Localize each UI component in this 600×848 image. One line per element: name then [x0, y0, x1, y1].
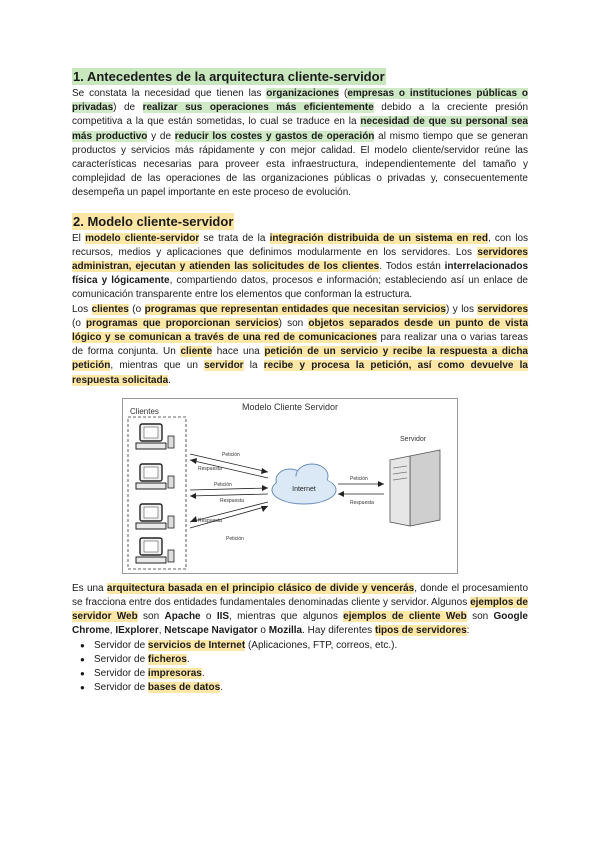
text-run: .: [220, 681, 223, 693]
highlighted-text: ejemplos de servidor Web: [72, 597, 528, 623]
text-run: Se constata la necesidad que tienen las: [72, 88, 267, 99]
text-run: Servidor de: [94, 681, 148, 693]
text-run: Es una: [72, 582, 107, 594]
client-server-diagram: [72, 398, 528, 576]
list-item: [94, 639, 528, 653]
text-run: , mientras que un: [110, 360, 205, 372]
section2-paragraph-3: [72, 582, 528, 639]
arrow-label: Petición: [214, 481, 232, 488]
text-run: son: [137, 611, 165, 623]
document-content: [72, 68, 528, 695]
list-item: [94, 653, 528, 667]
highlighted-text: ficheros: [147, 653, 187, 665]
text-run: la: [243, 360, 264, 372]
text-run: y de: [147, 130, 175, 142]
section1-paragraph: [72, 87, 528, 201]
arrow-label: Petición: [350, 475, 368, 482]
highlighted-text: servidor: [204, 360, 244, 372]
highlighted-text: cliente: [180, 346, 213, 358]
text-run: (o: [72, 317, 87, 329]
highlighted-text: realizar sus operaciones más eficientemente: [142, 102, 374, 114]
highlighted-text: programas que representan entidades que necesitan servicios: [144, 303, 446, 315]
list-item: [94, 681, 528, 695]
text-run: para realizar una o varias tareas de forma conjunta. Un: [72, 332, 528, 358]
highlighted-text: servicios de Internet: [147, 639, 246, 651]
highlighted-text: petición de un servicio y recibe la respuesta a dicha petición: [72, 346, 528, 372]
text-run: (o: [128, 303, 145, 315]
text-run: (: [339, 88, 348, 99]
section2-paragraph-2: [72, 303, 528, 388]
arrow-label: Respuesta: [220, 497, 244, 504]
text-run: (Aplicaciones, FTP, correos, etc.).: [245, 639, 398, 651]
text-run: ) son: [278, 317, 309, 329]
highlighted-text: servidores: [477, 246, 528, 258]
bold-text: Netscape Navigator: [164, 625, 258, 637]
text-run: Servidor de: [94, 653, 148, 665]
text-run: , compartiendo datos, procesos e información; estableciendo así un enlace de comunicación transparente entre los elementos que conforman la estructura.: [72, 275, 528, 301]
text-run: :: [466, 625, 470, 637]
highlighted-text: modelo cliente-servidor: [85, 232, 200, 244]
text-run: . Todos están: [379, 261, 445, 273]
clients-label: Clientes: [130, 406, 159, 416]
highlighted-text: clientes: [91, 303, 129, 315]
text-run: son: [466, 611, 494, 623]
highlighted-text: recibe y procesa la petición, así como devuelve la respuesta solicitada: [72, 360, 528, 386]
highlighted-text: programas que proporcionan servicios: [86, 317, 279, 329]
text-run: al mismo tiempo que se generan productos y servicios más rápidamente y con mejor calidad. El modelo cliente/servidor reúne las características necesarias para proveer esta infraestructura, independientemente del tamaño y complejidad de las operaciones de las organizaciones públicas o privadas y, consecuentemente desempeña un papel importante en este proceso de evolución.: [72, 130, 528, 199]
server-label: Servidor: [400, 435, 427, 443]
text-run: Los: [72, 303, 92, 315]
text-run: . Hay diferentes: [302, 625, 375, 637]
text-run: , con los recursos, medios y aplicaciones que definimos modularmente en los servidores. Los: [72, 232, 529, 258]
section2-paragraph-1: [72, 232, 528, 303]
highlighted-text: servidores: [477, 303, 529, 315]
internet-label: Internet: [292, 485, 316, 493]
highlighted-text: ejemplos de cliente Web: [343, 611, 467, 623]
highlighted-text: bases de datos: [147, 681, 221, 693]
arrow-label: Petición: [226, 535, 244, 542]
text-run: .: [186, 653, 190, 665]
arrow-label: Petición: [222, 451, 240, 458]
list-item: [94, 667, 528, 681]
text-run: ) y los: [445, 303, 478, 315]
highlighted-text: reducir los costes y gastos de operación: [174, 130, 375, 142]
arrow-label: Respuesta: [350, 499, 374, 506]
text-run: debido a la creciente presión competitiva a la que están sometidas, lo cual se traduce en la: [72, 102, 529, 128]
text-run: .: [168, 374, 171, 386]
diagram-title: Modelo Cliente Servidor: [241, 401, 339, 412]
text-run: ,: [109, 625, 116, 637]
bold-text: Google Chrome: [72, 611, 528, 637]
bold-text: Apache: [164, 611, 201, 623]
highlighted-text: impresoras: [147, 667, 202, 679]
text-run: o: [257, 625, 269, 637]
highlighted-text: tipos de servidores: [374, 625, 467, 637]
text-run: .: [201, 667, 205, 679]
arrow-label: Respuesta: [198, 465, 222, 472]
highlighted-text: integración distribuida de un sistema en red: [269, 232, 488, 244]
text-run: ) de: [113, 102, 143, 114]
text-run: o: [200, 611, 217, 623]
text-run: hace una: [212, 346, 265, 358]
section1-heading: 1. Antecedentes de la arquitectura cliente-servidor: [73, 69, 385, 84]
text-run: El: [72, 232, 86, 244]
bold-text: IExplorer: [115, 625, 159, 637]
highlighted-text: organizaciones: [266, 88, 340, 99]
section2-heading: 2. Modelo cliente-servidor: [73, 213, 234, 229]
text-run: , donde el procesamiento se fracciona entre dos entidades fundamentales denominadas cliente y servidor. Algunos: [72, 582, 529, 609]
bold-text: IIS: [216, 611, 230, 623]
text-run: Servidor de: [94, 667, 148, 679]
highlighted-text: administran, ejecutan y atienden las solicitudes de los clientes: [72, 261, 380, 273]
text-run: , mientras que algunos: [229, 611, 344, 623]
highlighted-text: objetos separados desde un punto de vista lógico y se comunican a través de una red de comunicaciones: [72, 317, 529, 344]
arrow-label: Respuesta: [198, 517, 222, 524]
bold-text: interrelacionados física y lógicamente: [72, 261, 528, 287]
highlighted-text: necesidad de que su personal sea más productivo: [72, 116, 528, 142]
text-run: Servidor de: [94, 639, 148, 651]
bold-text: Mozilla: [268, 625, 303, 637]
server-icon: [390, 450, 440, 526]
highlighted-text: empresas o instituciones públicas o privadas: [72, 88, 528, 114]
text-run: ,: [158, 625, 165, 637]
diagram-svg: [122, 398, 458, 574]
highlighted-text: arquitectura basada en el principio clásico de divide y vencerás: [106, 582, 415, 594]
text-run: se trata de la: [199, 232, 270, 244]
server-types-list: [72, 639, 528, 695]
